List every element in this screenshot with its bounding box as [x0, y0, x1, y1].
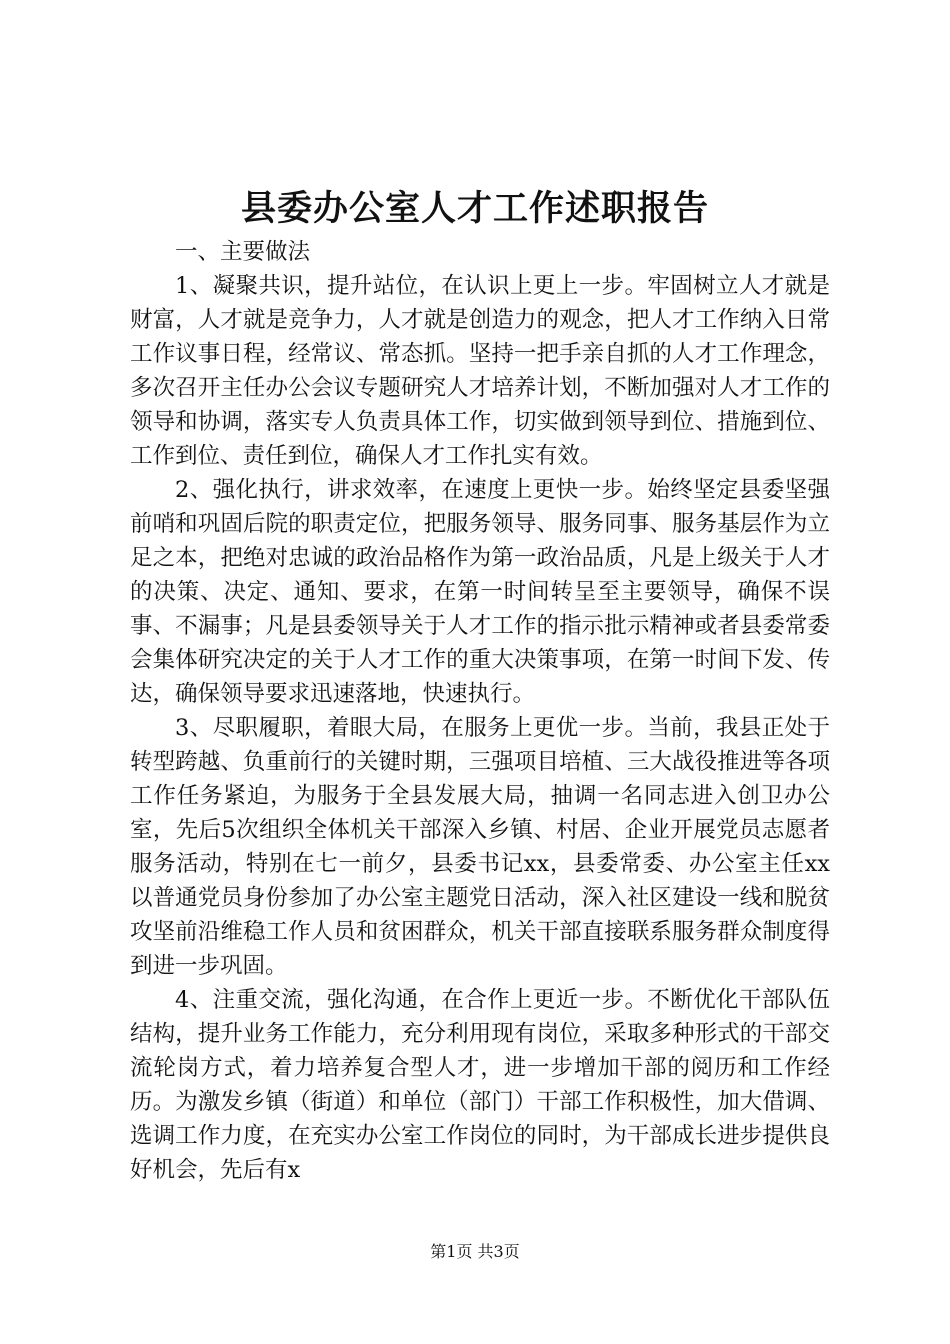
document-title: 县委办公室人才工作述职报告	[240, 188, 709, 229]
paragraph-2: 2、强化执行，讲求效率，在速度上更快一步。始终坚定县委坚强前哨和巩固后院的职责定位，把服务领导、服务同事、服务基层作为立足之本，把绝对忠诚的政治品格作为第一政治品质，凡是上级关于人才的决策、决定、通知、要求，在第一时间转呈至主要领导，确保不误事、不漏事；凡是县委领导关于人才工作的指示批示精神或者县委常委会集体研究决定的关于人才工作的重大决策事项，在第一时间下发、传达，确保领导要求迅速落地，快速执行。	[130, 477, 830, 707]
page-indicator: 第1页 共3页	[430, 1242, 520, 1261]
paragraph-1: 1、凝聚共识，提升站位，在认识上更上一步。牢固树立人才就是财富，人才就是竞争力，人才就是创造力的观念，把人才工作纳入日常工作议事日程，经常议、常态抓。坚持一把手亲自抓的人才工作理念，多次召开主任办公会议专题研究人才培养计划，不断加强对人才工作的领导和协调，落实专人负责具体工作，切实做到领导到位、措施到位、工作到位、责任到位，确保人才工作扎实有效。	[130, 273, 830, 469]
page-footer	[0, 1240, 950, 1264]
paragraph-3: 3、尽职履职，着眼大局，在服务上更优一步。当前，我县正处于转型跨越、负重前行的关键时期，三强项目培植、三大战役推进等各项工作任务紧迫，为服务于全县发展大局，抽调一名同志进入创卫办公室，先后5次组织全体机关干部深入乡镇、村居、企业开展党员志愿者服务活动，特别在七一前夕，县委书记xx，县委常委、办公室主任xx以普通党员身份参加了办公室主题党日活动，深入社区建设一线和脱贫攻坚前沿维稳工作人员和贫困群众，机关干部直接联系服务群众制度得到进一步巩固。	[130, 715, 830, 979]
section-heading: 一、主要做法	[175, 239, 311, 265]
document-body	[130, 235, 830, 1187]
paragraph-4: 4、注重交流，强化沟通，在合作上更近一步。不断优化干部队伍结构，提升业务工作能力，充分利用现有岗位，采取多种形式的干部交流轮岗方式，着力培养复合型人才，进一步增加干部的阅历和工作经历。为激发乡镇（街道）和单位（部门）干部工作积极性，加大借调、选调工作力度，在充实办公室工作岗位的同时，为干部成长进步提供良好机会，先后有x	[130, 987, 830, 1183]
